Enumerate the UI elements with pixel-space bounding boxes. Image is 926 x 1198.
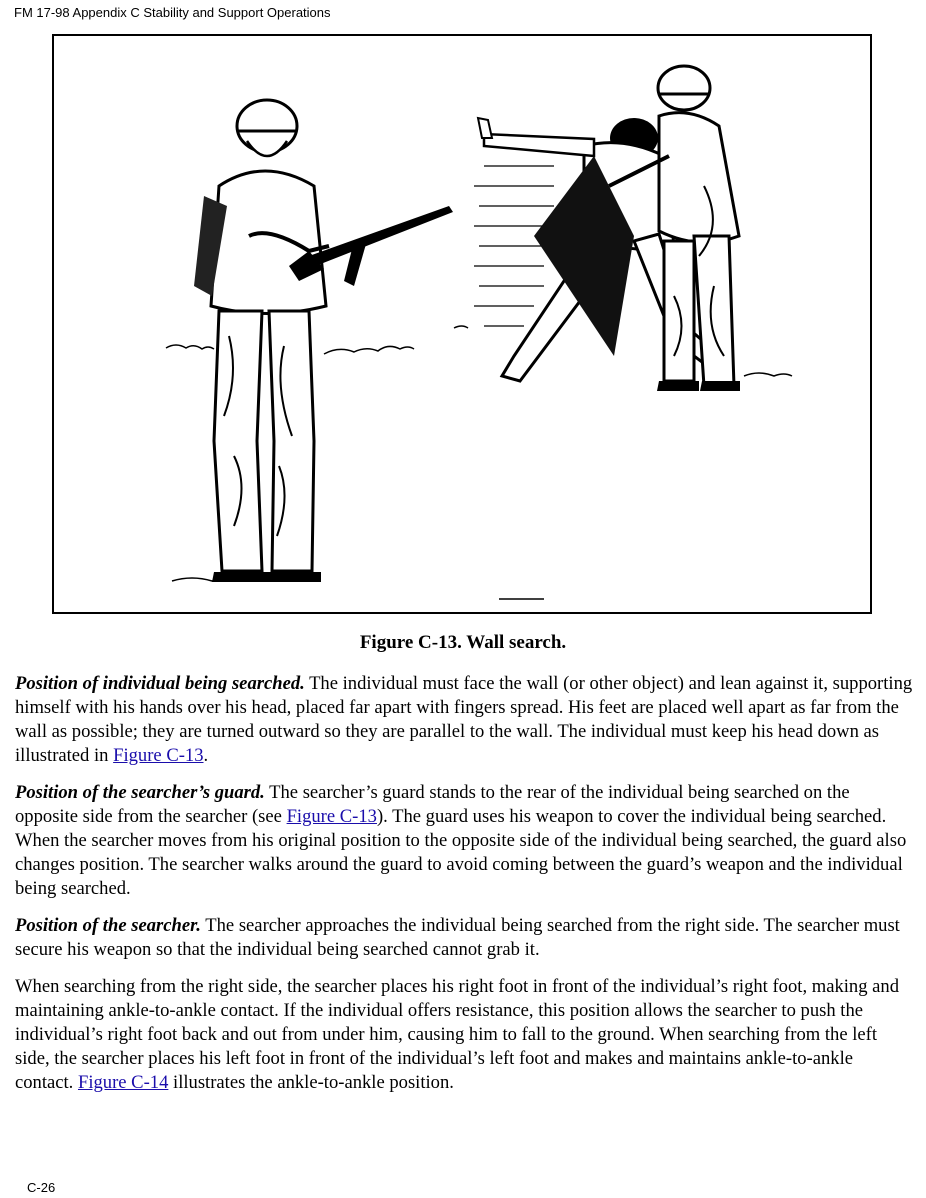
paragraph-lead: Position of the searcher’s guard.	[15, 782, 265, 803]
paragraph-text: .	[203, 745, 209, 766]
wall-search-drawing	[54, 36, 870, 612]
paragraph-guard-position	[15, 781, 915, 901]
page-number: C-26	[27, 1180, 56, 1195]
paragraph-text: The searcher approaches the individual being searched from the right side. The searcher must secure his weapon so that the individual being searched cannot grab it.	[15, 915, 900, 960]
paragraph-lead: Position of individual being searched.	[15, 673, 305, 694]
running-header: FM 17-98 Appendix C Stability and Support Operations	[14, 5, 331, 20]
paragraph-ankle-contact	[15, 975, 915, 1095]
paragraph-text: illustrates the ankle-to-ankle position.	[168, 1072, 454, 1093]
figure-c13-illustration	[52, 34, 872, 614]
figure-c13-link[interactable]: Figure C-13	[286, 806, 377, 827]
paragraph-text: The individual must face the wall (or other object) and lean against it, supporting himself with his hands over his head, placed far apart with fingers spread. His feet are placed well apart as far from the wall as possible; they are turned outward so they are parallel to the wall. The individual must keep his head down as illustrated in	[15, 673, 913, 766]
paragraph-individual-position	[15, 672, 915, 768]
paragraph-lead: Position of the searcher.	[15, 915, 201, 936]
guard-soldier	[194, 100, 453, 582]
body-text	[15, 672, 915, 1108]
paragraph-text: The searcher’s guard stands to the rear of the individual being searched on the opposite side from the searcher (see	[15, 782, 850, 827]
paragraph-searcher-position	[15, 914, 915, 962]
figure-c14-link[interactable]: Figure C-14	[77, 1072, 169, 1093]
paragraph-text: When searching from the right side, the searcher places his right foot in front of the individual’s right foot, making and maintaining ankle-to-ankle contact. If the individual offers resistance, this position allows the searcher to push the individual’s right foot back and out from under him, causing him to fall to the ground. When searching from the left side, the searcher places his left foot in front of the individual’s left foot and makes and maintains ankle-to-ankle contact.	[15, 976, 900, 1093]
paragraph-text: ). The guard uses his weapon to cover the individual being searched. When the searcher moves from his original position to the opposite side of the individual being searched, the guard also changes position. The searcher walks around the guard to avoid coming between the guard’s weapon and the individual being searched.	[15, 806, 907, 899]
figure-caption: Figure C-13. Wall search.	[359, 632, 567, 653]
figure-c13-link[interactable]: Figure C-13	[113, 745, 204, 766]
